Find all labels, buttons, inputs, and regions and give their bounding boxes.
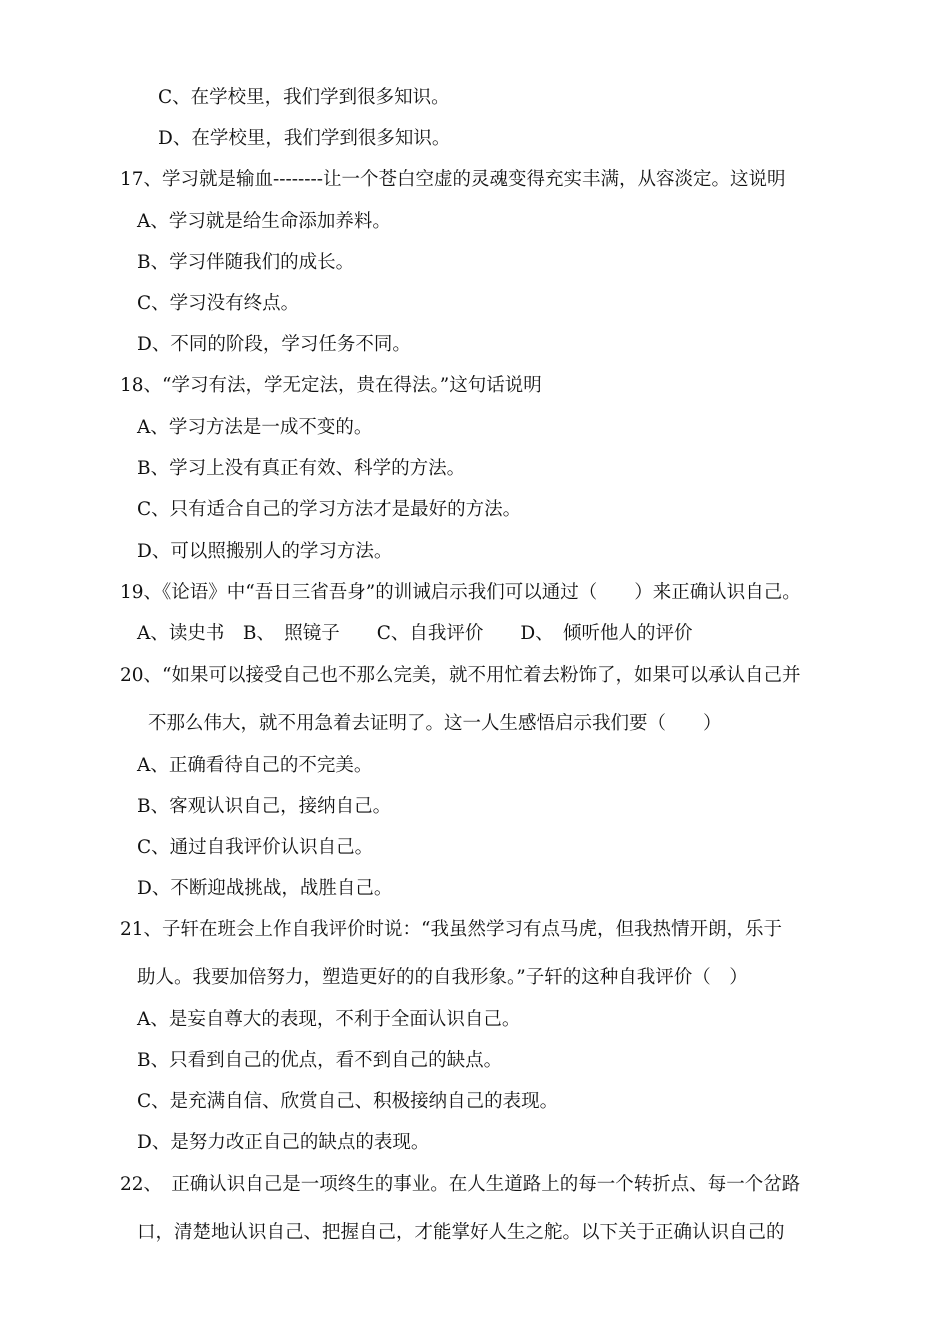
text-line: B、学习伴随我们的成长。 (137, 252, 355, 273)
text-line: A、学习方法是一成不变的。 (137, 417, 373, 438)
text-line: B、学习上没有真正有效、科学的方法。 (137, 458, 466, 479)
text-line: D、是努力改正自己的缺点的表现。 (137, 1132, 430, 1153)
text-line: D、不断迎战挑战，战胜自己。 (137, 878, 393, 899)
text-line: D、在学校里，我们学到很多知识。 (158, 128, 451, 149)
text-line: C、是充满自信、欣赏自己、积极接纳自己的表现。 (137, 1091, 559, 1112)
text-line: 助人。我要加倍努力，塑造更好的的自我形象。”子轩的这种自我评价（ ） (137, 967, 748, 988)
text-line: 19、《论语》中“吾日三省吾身”的训诫启示我们可以通过（ ）来正确认识自己。 (120, 582, 801, 603)
text-line: 18、“学习有法，学无定法，贵在得法。”这句话说明 (120, 375, 542, 396)
text-line: A、正确看待自己的不完美。 (137, 755, 373, 776)
text-line: 不那么伟大，就不用急着去证明了。这一人生感悟启示我们要（ ） (148, 713, 722, 734)
text-line: 21、子轩在班会上作自我评价时说：“我虽然学习有点马虎，但我热情开朗，乐于 (120, 919, 783, 940)
text-line: C、只有适合自己的学习方法才是最好的方法。 (137, 499, 522, 520)
text-line: A、读史书 B、 照镜子 C、自我评价 D、 倾听他人的评价 (137, 623, 693, 644)
text-line: D、不同的阶段，学习任务不同。 (137, 334, 411, 355)
text-line: 22、 正确认识自己是一项终生的事业。在人生道路上的每一个转折点、每一个岔路 (120, 1174, 801, 1195)
text-line: B、只看到自己的优点，看不到自己的缺点。 (137, 1050, 503, 1071)
text-line: 20、“如果可以接受自己也不那么完美，就不用忙着去粉饰了，如果可以承认自己并 (120, 665, 801, 686)
text-line: 17、学习就是输血--------让一个苍白空虚的灵魂变得充实丰满，从容淡定。这说明 (120, 169, 786, 190)
text-line: C、学习没有终点。 (137, 293, 300, 314)
text-line: A、是妄自尊大的表现，不利于全面认识自己。 (137, 1009, 521, 1030)
text-line: D、可以照搬别人的学习方法。 (137, 541, 393, 562)
text-line: B、客观认识自己，接纳自己。 (137, 796, 392, 817)
text-line: 口，清楚地认识自己、把握自己，才能掌好人生之舵。以下关于正确认识自己的 (137, 1222, 785, 1243)
text-line: C、在学校里，我们学到很多知识。 (158, 87, 450, 108)
text-line: A、学习就是给生命添加养料。 (137, 211, 391, 232)
text-line: C、通过自我评价认识自己。 (137, 837, 374, 858)
